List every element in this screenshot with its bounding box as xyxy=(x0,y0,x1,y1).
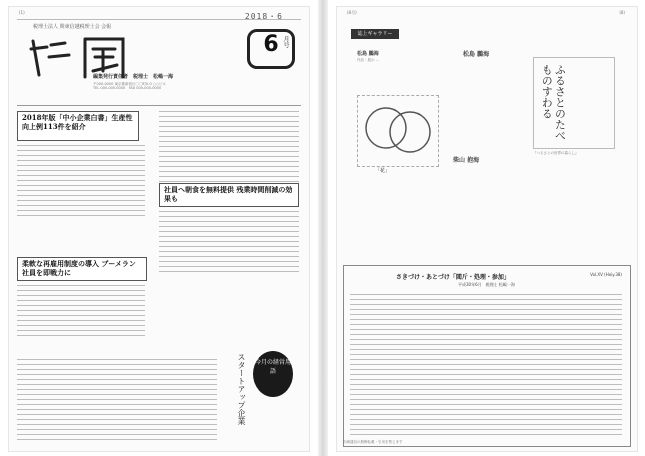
article-headline-box xyxy=(17,111,139,141)
artwork-caption: 『つるさとの世界の暮らし』 xyxy=(533,151,579,155)
artist-name: 柴山 抱海 xyxy=(453,157,480,164)
front-page xyxy=(8,6,310,452)
issue-unit: 月号 xyxy=(282,36,289,48)
artist-name: 松島 鵬海 xyxy=(357,51,379,57)
article-body xyxy=(17,285,145,340)
article-headline-box xyxy=(17,257,147,281)
publisher-line: 編集発行責任者 税理士 松嶋一海 xyxy=(93,74,174,80)
artist-name: 松島 鵬海 xyxy=(463,51,490,58)
issue-month: 6 xyxy=(263,32,279,57)
org-line: 税理士法人 関東信越税理士会 会報 xyxy=(33,24,112,30)
article-body xyxy=(17,145,145,220)
issue-date: 2018・6 xyxy=(244,12,283,21)
issue-badge xyxy=(247,29,295,69)
essay-date: 平成30年6月 税理士 松嶋一海 xyxy=(458,282,515,287)
article-headline-box xyxy=(159,183,299,207)
artist-info: 松島 鵬海 作品・展示 … xyxy=(357,51,437,62)
essay-box xyxy=(343,265,631,447)
monthly-term-badge: 今月の経営用語 xyxy=(253,351,293,397)
publisher-line: 〒000-0000 東京都新宿区〇〇町0-0 ○○ビル xyxy=(93,82,166,86)
gallery-label: 誌上ギャラリー xyxy=(351,29,399,39)
calligraphy-text: ふるさとのたべものすわる xyxy=(540,64,567,141)
page-number: (8) xyxy=(619,10,625,15)
article-headline: 社員へ朝食を無料提供 残業時間削減の効果も xyxy=(164,185,293,203)
publisher-info xyxy=(93,75,173,90)
publisher-line: TEL 000-000-0000 FAX 000-000-0000 xyxy=(93,86,162,91)
article-headline: 2018年版「中小企業白書」生産性向上例113件を紹介 xyxy=(22,113,133,131)
back-page xyxy=(336,6,638,452)
column-body xyxy=(17,359,217,444)
header-rule xyxy=(17,19,301,20)
article-body xyxy=(159,211,299,276)
page-number: (1) xyxy=(19,10,25,15)
ink-artwork xyxy=(357,95,439,167)
essay-body xyxy=(350,294,622,439)
essay-title: さきづけ・あとづけ「閲斤・処理・参加」 xyxy=(396,274,510,281)
artwork-title: 「花」 xyxy=(375,168,391,174)
sidebar-term-title: スタートアップ企業 xyxy=(237,353,246,425)
footer-note: 松嶋通信の無断転載・引用を禁じます xyxy=(343,440,403,444)
page-number: (8号) xyxy=(347,10,357,15)
article-headline: 柔軟な再雇用制度の導入 ブーメラン社員を即戦力に xyxy=(22,259,136,277)
header-rule xyxy=(17,105,301,106)
artist-info xyxy=(453,157,479,165)
calligraphy-artwork xyxy=(533,57,615,149)
artist-info xyxy=(463,51,489,59)
page-fold xyxy=(318,0,328,456)
essay-volume: Vol.XV (Hoiy.38) xyxy=(590,272,622,277)
article-body xyxy=(159,111,299,186)
